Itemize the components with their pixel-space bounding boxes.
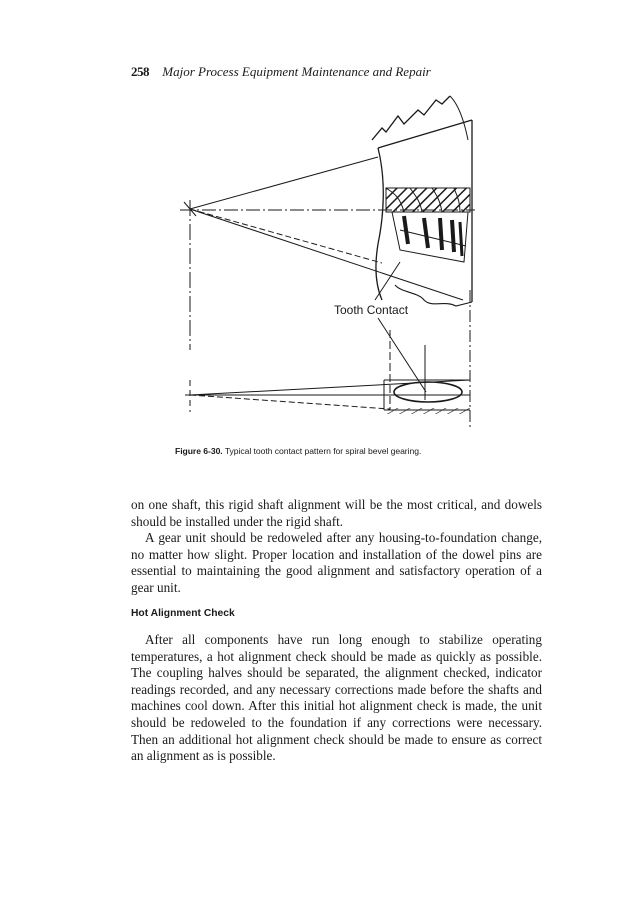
hot-alignment-section <box>131 632 542 765</box>
section-heading: Hot Alignment Check <box>131 608 235 619</box>
caption-label: Figure 6-30. <box>175 446 223 456</box>
page-number: 258 <box>131 64 149 79</box>
paragraph-1: on one shaft, this rigid shaft alignment will be the most critical, and dowels should be installed under the rigid shaft. <box>131 497 542 529</box>
tooth-contact-callout <box>375 262 426 392</box>
running-title: Major Process Equipment Maintenance and Repair <box>162 64 431 79</box>
tooth-contact-label: Tooth Contact <box>334 303 409 317</box>
figure-caption <box>175 446 421 456</box>
lower-projection <box>185 380 470 414</box>
body-paragraphs <box>131 497 542 597</box>
gear-teeth <box>386 188 470 262</box>
paragraph-3: After all components have run long enough to stabilize operating temperatures, a hot alignment check should be made as quickly as possible. The coupling halves should be separated, the alignment checked, indicator readings recorded, and any necessary corrections made before the shafts and machines cool down. After this initial hot alignment check is made, the unit should be redoweled to the foundation if any corrections were necessary. Then an additional hot alignment check should be made to ensure as correct an alignment as is possible. <box>131 632 542 764</box>
paragraph-2: A gear unit should be redoweled after any housing-to-foundation change, no matter how slight. Proper location and installation of the dowel pins are essential to maintaining the good alignment and satisfactory operation of a gear unit. <box>131 530 542 595</box>
caption-text: Typical tooth contact pattern for spiral bevel gearing. <box>224 446 422 456</box>
